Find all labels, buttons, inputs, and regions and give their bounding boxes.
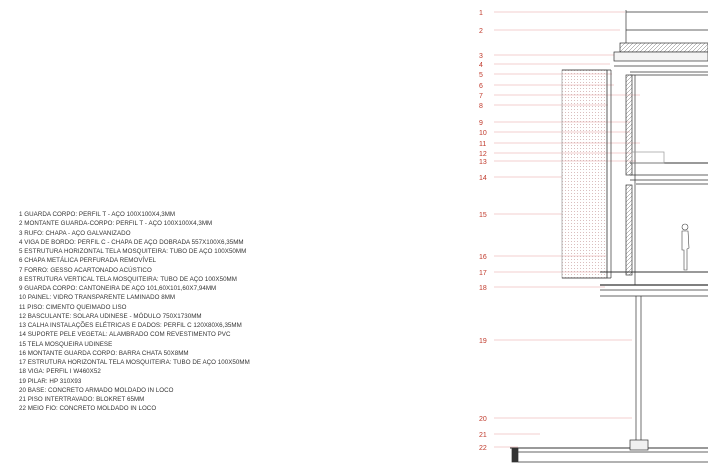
callout-13: 13 — [479, 159, 487, 166]
legend-item: 20 BASE: CONCRETO ARMADO MOLDADO IN LOCO — [19, 386, 174, 394]
legend-item: 17 ESTRUTURA HORIZONTAL TELA MOSQUITEIRA: TUBO DE AÇO 100X50MM — [19, 359, 250, 366]
building-section — [510, 10, 708, 462]
callout-5: 5 — [479, 72, 483, 79]
glass-panel — [626, 75, 632, 175]
legend-item: 5 ESTRUTURA HORIZONTAL TELA MOSQUITEIRA: TUBO DE AÇO 100X50MM — [19, 248, 247, 255]
legend-item: 7 FORRO: GESSO ACARTONADO ACÚSTICO — [19, 266, 152, 274]
legend-item: 18 VIGA: PERFIL I W460X52 — [19, 368, 101, 376]
legend-item: 2 MONTANTE GUARDA-CORPO: PERFIL T - AÇO 100X100X4,3MM — [19, 220, 213, 228]
callout-15: 15 — [479, 212, 487, 219]
legend-item: 14 SUPORTE PELE VEGETAL: ALAMBRADO COM REVESTIMENTO PVC — [19, 331, 231, 339]
legend-item: 19 PILAR: HP 310X93 — [19, 377, 82, 385]
curb — [512, 448, 518, 462]
callout-6: 6 — [479, 83, 483, 90]
callout-numbers — [479, 10, 487, 452]
callout-4: 4 — [479, 62, 483, 69]
callout-19: 19 — [479, 338, 487, 345]
legend-item: 21 PISO INTERTRAVADO: BLOKRET 65MM — [19, 396, 145, 403]
callout-2: 2 — [479, 28, 483, 35]
legend-item: 8 ESTRUTURA VERTICAL TELA MOSQUITEIRA: TUBO DE AÇO 100X50MM — [19, 275, 237, 283]
callout-14: 14 — [479, 175, 487, 182]
callout-16: 16 — [479, 254, 487, 261]
base — [630, 440, 648, 450]
callout-3: 3 — [479, 53, 483, 60]
callout-12: 12 — [479, 151, 487, 158]
edge-beam — [614, 52, 708, 61]
legend-item: 6 CHAPA METÁLICA PERFURADA REMOVÍVEL — [19, 257, 157, 265]
flashing — [620, 43, 708, 52]
callout-10: 10 — [479, 130, 487, 137]
callout-7: 7 — [479, 93, 483, 100]
legend-item: 4 VIGA DE BORDO: PERFIL C - CHAPA DE AÇO DOBRADA 557X100X6,35MM — [19, 238, 244, 246]
legend-item: 22 MEIO FIO: CONCRETO MOLDADO IN LOCO — [19, 405, 157, 413]
legend-item: 16 MONTANTE GUARDA CORPO: BARRA CHATA 50X8MM — [19, 349, 189, 357]
person-icon — [682, 224, 689, 270]
callout-20: 20 — [479, 416, 487, 423]
callout-8: 8 — [479, 103, 483, 110]
callout-22: 22 — [479, 445, 487, 452]
callout-1: 1 — [479, 10, 483, 17]
callout-11: 11 — [479, 141, 487, 148]
callout-17: 17 — [479, 270, 487, 277]
legend-item: 13 CALHA INSTALAÇÕES ELÉTRICAS E DADOS: PERFIL C 120X80X6,35MM — [19, 322, 242, 329]
legend-item: 3 RUFO: CHAPA - AÇO GALVANIZADO — [19, 229, 131, 237]
legend-item: 15 TELA MOSQUEIRA UDINESE — [19, 340, 113, 348]
glass-panel — [626, 185, 632, 275]
legend-item: 11 PISO: CIMENTO QUEIMADO LISO — [19, 303, 127, 311]
mosquito-screen — [562, 70, 607, 278]
legend-item: 12 BASCULANTE: SOLARA UDINESE - MÓDULO 750X1730MM — [19, 312, 202, 320]
callout-21: 21 — [479, 432, 487, 439]
callout-9: 9 — [479, 120, 483, 127]
legend-item: 9 GUARDA CORPO: CANTONEIRA DE AÇO 101,60X101,60X7,94MM — [19, 285, 217, 292]
gutter — [632, 152, 664, 163]
legend-item: 10 PAINEL: VIDRO TRANSPARENTE LAMINADO 8MM — [19, 294, 176, 302]
callout-18: 18 — [479, 285, 487, 292]
legend-item: 1 GUARDA CORPO: PERFIL T - AÇO 100X100X4,3MM — [19, 211, 176, 218]
